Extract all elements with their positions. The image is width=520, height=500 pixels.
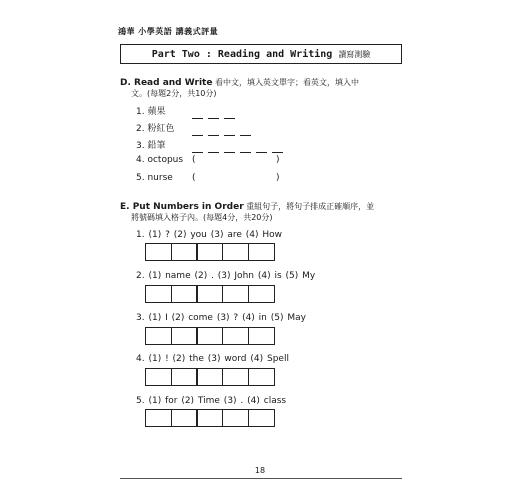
answer-box-row [145, 285, 275, 303]
answer-box[interactable] [248, 409, 275, 427]
answer-box[interactable] [171, 243, 198, 261]
answer-box[interactable] [222, 368, 249, 386]
answer-box[interactable] [196, 285, 223, 303]
answer-box[interactable] [196, 409, 223, 427]
answer-open-paren: ( [192, 155, 196, 165]
word-choices: (1) name (2) . (3) John (4) is (5) My [148, 271, 316, 281]
answer-box[interactable] [248, 368, 275, 386]
answer-box[interactable] [222, 327, 249, 345]
answer-box-row [145, 327, 275, 345]
word-choices: (1) ? (2) you (3) are (4) How [148, 230, 282, 240]
answer-box[interactable] [248, 327, 275, 345]
book-header: 鴻華 小學英語 講義式評量 [118, 26, 219, 36]
section-d-label: D. Read and Write [120, 78, 213, 88]
word-choices: (1) for (2) Time (3) . (4) class [148, 396, 287, 406]
section-e-item-1: 1. (1) ? (2) you (3) are (4) How [136, 230, 282, 240]
answer-box[interactable] [171, 327, 198, 345]
answer-box[interactable] [196, 368, 223, 386]
item-prompt: 鉛筆 [147, 141, 166, 151]
answer-box[interactable] [145, 243, 172, 261]
section-d-instructions: 看中文，填入英文單字；看英文，填入中 [215, 78, 360, 87]
part-title-box [120, 44, 402, 64]
answer-box[interactable] [171, 409, 198, 427]
answer-box[interactable] [145, 327, 172, 345]
answer-open-paren: ( [192, 173, 196, 183]
answer-box-row [145, 243, 275, 261]
answer-field[interactable] [200, 173, 274, 185]
item-prompt: nurse [147, 173, 173, 183]
section-d-item-2: 2. 粉紅色 [136, 124, 175, 134]
answer-box-row [145, 368, 275, 386]
answer-box-row [145, 409, 275, 427]
section-e-label: E. Put Numbers in Order [120, 202, 244, 212]
answer-close-paren: ) [276, 155, 280, 165]
answer-box[interactable] [222, 409, 249, 427]
section-d-instructions-cont: 文。(每題2分，共10分) [131, 89, 217, 98]
section-e-instructions-cont: 將號碼填入格子內。(每題4分，共20分) [131, 213, 273, 222]
word-choices: (1) ! (2) the (3) word (4) Spell [148, 354, 289, 364]
part-subtitle: 讀寫測驗 [338, 49, 371, 59]
answer-box[interactable] [145, 368, 172, 386]
answer-box[interactable] [145, 409, 172, 427]
word-choices: (1) I (2) come (3) ? (4) in (5) May [148, 313, 306, 323]
section-d-item-3: 3. 鉛筆 [136, 141, 166, 151]
answer-box[interactable] [248, 243, 275, 261]
section-e-item-4: 4. (1) ! (2) the (3) word (4) Spell [136, 354, 289, 364]
section-d-item-1: 1. 蘋果 [136, 107, 166, 117]
part-title: Part Two : Reading and Writing [151, 48, 333, 60]
page-number: 18 [254, 466, 266, 475]
answer-box[interactable] [171, 368, 198, 386]
answer-field[interactable] [200, 155, 274, 167]
answer-box[interactable] [145, 285, 172, 303]
section-e-item-2: 2. (1) name (2) . (3) John (4) is (5) My [136, 271, 316, 281]
section-e-item-5: 5. (1) for (2) Time (3) . (4) class [136, 396, 287, 406]
section-d-item-5: 5. nurse [136, 173, 173, 183]
item-prompt: octopus [147, 155, 184, 165]
footer-divider [120, 478, 402, 479]
answer-box[interactable] [196, 327, 223, 345]
section-e-item-3: 3. (1) I (2) come (3) ? (4) in (5) May [136, 313, 306, 323]
answer-box[interactable] [196, 243, 223, 261]
answer-box[interactable] [171, 285, 198, 303]
item-prompt: 蘋果 [147, 107, 166, 117]
section-e-instructions: 重組句子，將句子排成正確順序，並 [246, 202, 375, 211]
answer-box[interactable] [222, 243, 249, 261]
answer-box[interactable] [222, 285, 249, 303]
section-d-item-4: 4. octopus [136, 155, 184, 165]
answer-box[interactable] [248, 285, 275, 303]
answer-close-paren: ) [276, 173, 280, 183]
item-prompt: 粉紅色 [147, 124, 175, 134]
